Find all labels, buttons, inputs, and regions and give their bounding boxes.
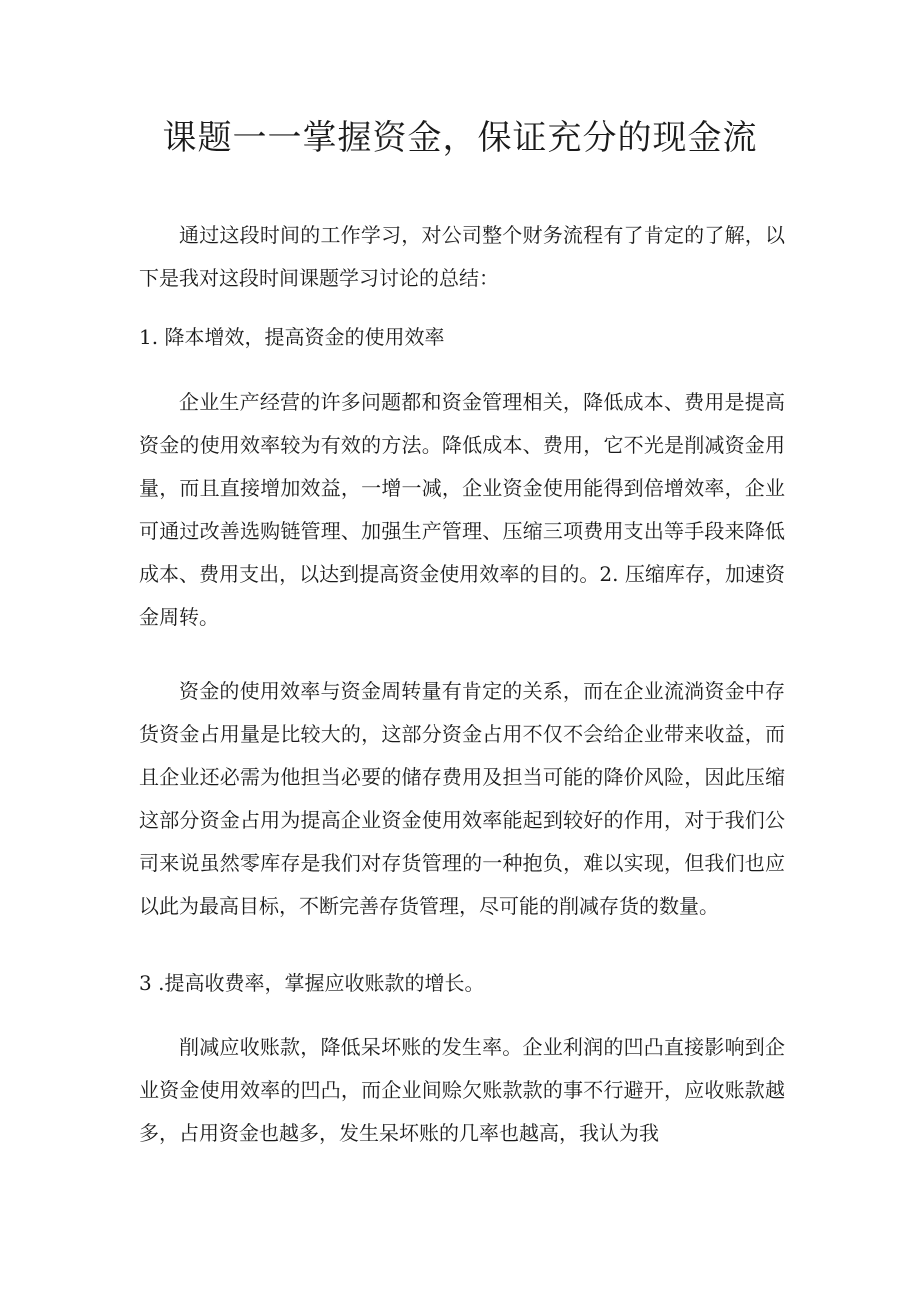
intro-paragraph: 通过这段时间的工作学习，对公司整个财务流程有了肯定的了解，以下是我对这段时间课题学习讨论的总结： bbox=[139, 223, 785, 290]
section-2-paragraph: 资金的使用效率与资金周转量有肯定的关系，而在企业流淌资金中存货资金占用量是比较大的，这部分资金占用不仅不会给企业带来收益，而且企业还必需为他担当必要的储存费用及担当可能的降价风险，因此压缩这部分资金占用为提高企业资金使用效率能起到较好的作用，对于我们公司来说虽然零库存是我们对存货管理的一种抱负，难以实现，但我们也应以此为最高目标，不断完善存货管理，尽可能的削减存货的数量。 bbox=[139, 679, 785, 918]
section-1-heading: 1. 降本增效，提高资金的使用效率 bbox=[139, 325, 445, 349]
section-3-heading: 3 .提高收费率，掌握应收账款的增长。 bbox=[139, 971, 485, 995]
section-1-paragraph: 企业生产经营的许多问题都和资金管理相关，降低成本、费用是提高资金的使用效率较为有效的方法。降低成本、费用，它不光是削减资金用量，而且直接增加效益，一增一减，企业资金使用能得到倍增效率，企业可通过改善选购链管理、加强生产管理、压缩三项费用支出等手段来降低成本、费用支出，以达到提高资金使用效率的目的。2. 压缩库存，加速资金周转。 bbox=[139, 390, 785, 629]
section-3-paragraph: 削减应收账款，降低呆坏账的发生率。企业利润的凹凸直接影响到企业资金使用效率的凹凸，而企业间赊欠账款款的事不行避开，应收账款越多，占用资金也越多，发生呆坏账的几率也越高，我认为我 bbox=[139, 1035, 785, 1145]
document-title: 课题一一掌握资金，保证充分的现金流 bbox=[162, 118, 758, 158]
